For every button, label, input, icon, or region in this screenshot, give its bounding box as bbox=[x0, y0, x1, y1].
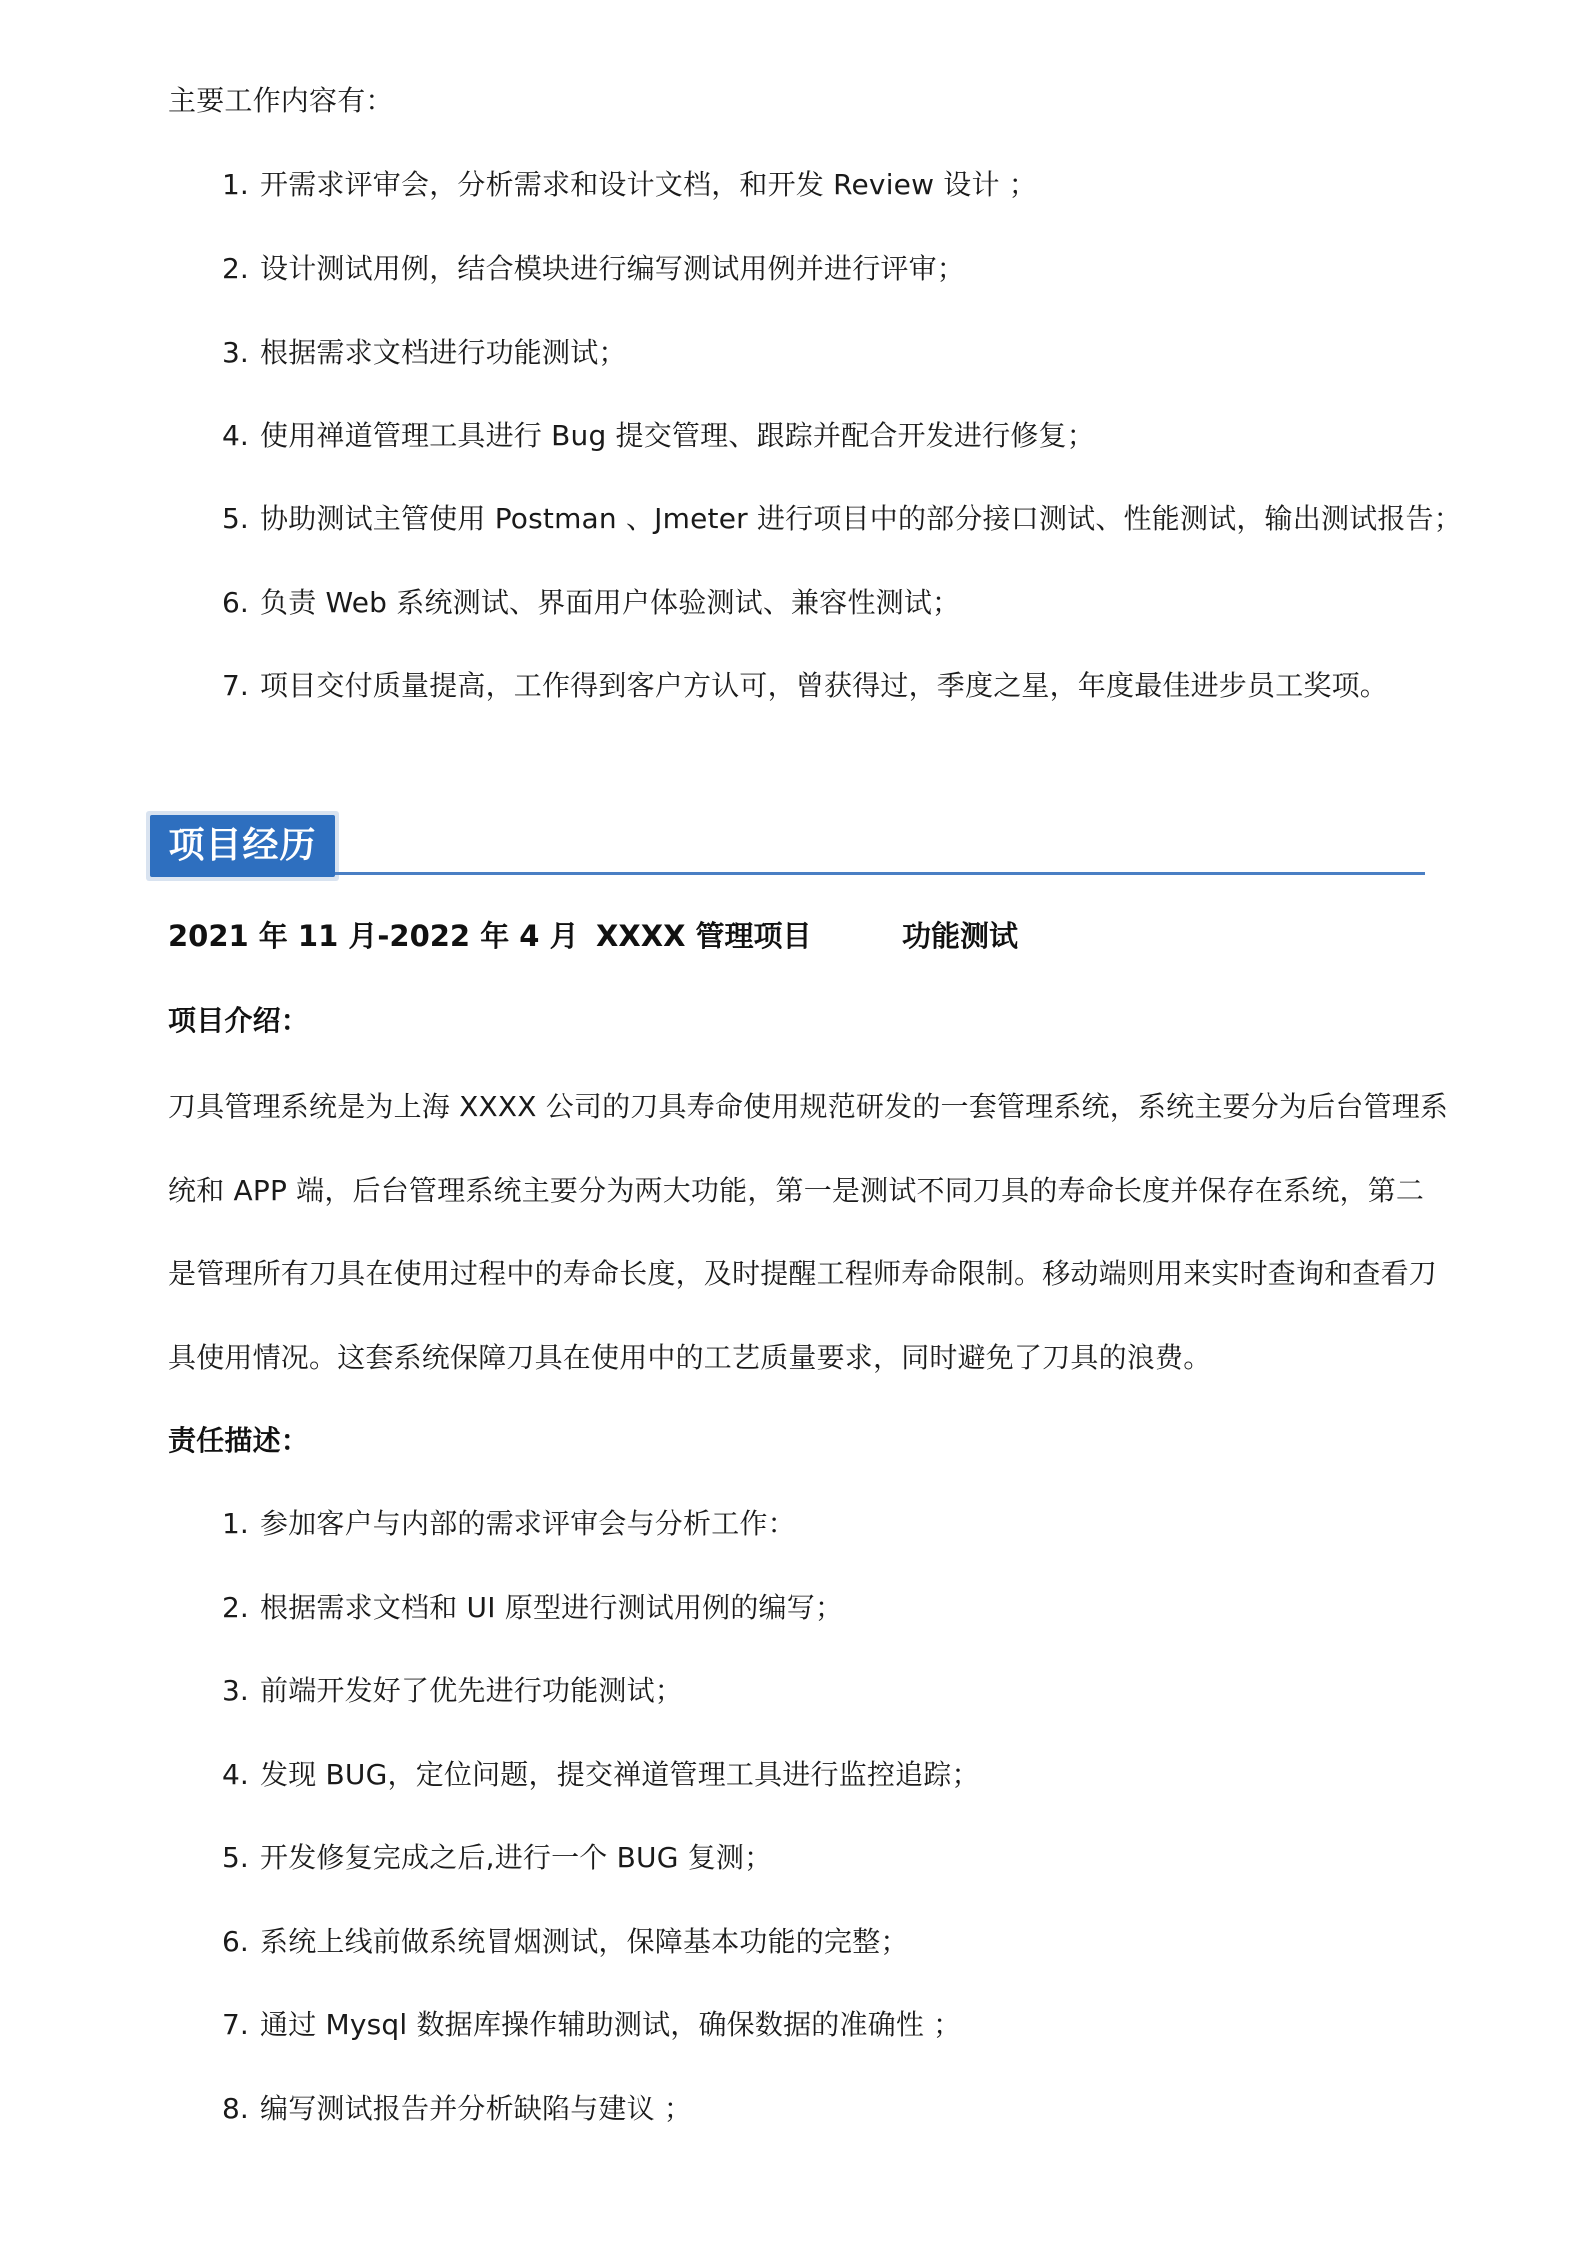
project-intro-line: 统和 APP 端，后台管理系统主要分为两大功能，第一是测试不同刀具的寿命长度并保存在系统，第二 bbox=[168, 1174, 1425, 1207]
list-item-number: 6. bbox=[222, 586, 249, 619]
list-item: 开发修复完成之后,进行一个 BUG 复测； bbox=[260, 1841, 773, 1874]
list-item-number: 3. bbox=[222, 336, 249, 369]
list-item-number: 4. bbox=[222, 1758, 249, 1791]
list-item: 负责 Web 系统测试、界面用户体验测试、兼容性测试； bbox=[260, 586, 961, 619]
list-item-number: 1. bbox=[222, 168, 249, 201]
list-item-number: 5. bbox=[222, 502, 249, 535]
list-item-number: 4. bbox=[222, 419, 249, 452]
list-item: 编写测试报告并分析缺陷与建议 ； bbox=[260, 2092, 693, 2125]
list-item-number: 1. bbox=[222, 1507, 249, 1540]
list-item-number: 5. bbox=[222, 1841, 249, 1874]
project-role: 功能测试 bbox=[902, 919, 1019, 953]
section-divider bbox=[335, 872, 1425, 875]
list-item-number: 6. bbox=[222, 1925, 249, 1958]
project-intro-line: 具使用情况。这套系统保障刀具在使用中的工艺质量要求，同时避免了刀具的浪费。 bbox=[168, 1341, 1212, 1374]
list-item: 前端开发好了优先进行功能测试； bbox=[260, 1674, 684, 1707]
list-item: 项目交付质量提高，工作得到客户方认可，曾获得过，季度之星，年度最佳进步员工奖项。 bbox=[260, 669, 1389, 702]
section-title: 项目经历 bbox=[168, 825, 317, 866]
list-item: 发现 BUG，定位问题，提交禅道管理工具进行监控追踪； bbox=[260, 1758, 980, 1791]
list-item: 参加客户与内部的需求评审会与分析工作： bbox=[260, 1507, 796, 1540]
list-item-number: 3. bbox=[222, 1674, 249, 1707]
list-item-number: 7. bbox=[222, 2008, 249, 2041]
list-item: 使用禅道管理工具进行 Bug 提交管理、跟踪并配合开发进行修复； bbox=[260, 419, 1095, 452]
list-item: 根据需求文档进行功能测试； bbox=[260, 336, 627, 369]
project-intro-line: 是管理所有刀具在使用过程中的寿命长度，及时提醒工程师寿命限制。移动端则用来实时查询和查看刀 bbox=[168, 1257, 1438, 1290]
list-item-number: 8. bbox=[222, 2092, 249, 2125]
list-item: 开需求评审会，分析需求和设计文档，和开发 Review 设计 ； bbox=[260, 168, 1038, 201]
list-item: 设计测试用例，结合模块进行编写测试用例并进行评审； bbox=[260, 252, 966, 285]
project-intro-label: 项目介绍： bbox=[168, 1004, 310, 1037]
list-item-number: 2. bbox=[222, 1591, 249, 1624]
work-intro: 主要工作内容有： bbox=[168, 84, 394, 117]
list-item: 根据需求文档和 UI 原型进行测试用例的编写； bbox=[260, 1591, 844, 1624]
list-item-number: 7. bbox=[222, 669, 249, 702]
duty-label: 责任描述： bbox=[168, 1424, 310, 1457]
list-item-number: 2. bbox=[222, 252, 249, 285]
project-period: 2021 年 11 月-2022 年 4 月 bbox=[168, 919, 579, 953]
list-item: 通过 Mysql 数据库操作辅助测试，确保数据的准确性 ； bbox=[260, 2008, 962, 2041]
project-intro-line: 刀具管理系统是为上海 XXXX 公司的刀具寿命使用规范研发的一套管理系统，系统主要分为后台管理系 bbox=[168, 1090, 1449, 1123]
list-item: 协助测试主管使用 Postman 、Jmeter 进行项目中的部分接口测试、性能测试，输出测试报告； bbox=[260, 502, 1462, 535]
project-name: XXXX 管理项目 bbox=[596, 919, 812, 953]
list-item: 系统上线前做系统冒烟测试，保障基本功能的完整； bbox=[260, 1925, 909, 1958]
